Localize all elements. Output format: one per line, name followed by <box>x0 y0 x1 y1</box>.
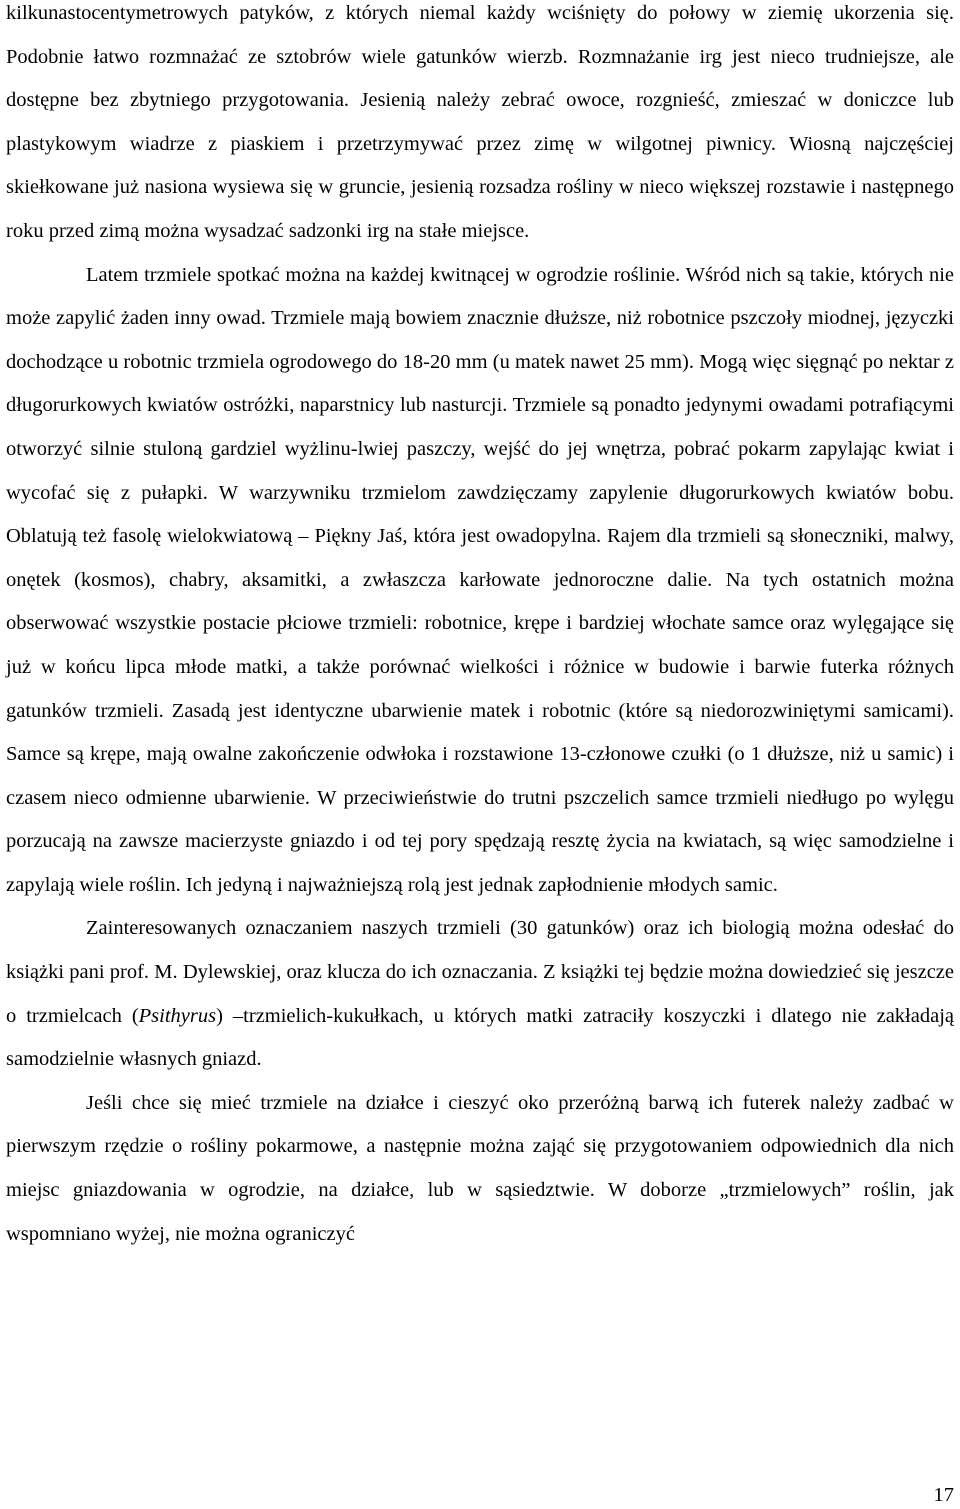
paragraph-3 <box>6 907 954 1081</box>
paragraph-3-text-before: Zainteresowanych oznaczaniem naszych trzmieli (30 gatunków) oraz ich biologią można odesłać do książki pani prof. M. Dylewskiej, oraz klucza do ich oznaczania. Z książki tej będzie można dowiedzieć się jeszcze o trzmielcach ( <box>6 917 954 1027</box>
paragraph-3-text-after: ) –trzmielich-kukułkach, u których matki zatraciły koszyczki i dlatego nie zakładają samodzielnie własnych gniazd. <box>6 1004 954 1071</box>
paragraph-4: Jeśli chce się mieć trzmiele na działce i cieszyć oko przeróżną barwą ich futerek należy zadbać w pierwszym rzędzie o rośliny pokarmowe, a następnie można zająć się przygotowaniem odpowiednich dla nich miejsc gniazdowania w ogrodzie, na działce, lub w sąsiedztwie. W doborze „trzmielowych” roślin, jak wspomniano wyżej, nie można ograniczyć <box>6 1091 954 1245</box>
paragraph-1: kilkunastocentymetrowych patyków, z których niemal każdy wciśnięty do połowy w ziemię ukorzenia się. Podobnie łatwo rozmnażać ze sztobrów wiele gatunków wierzb. Rozmnażanie irg jest nieco trudniejsze, ale dostępne bez zbytniego przygotowania. Jesienią należy zebrać owoce, rozgnieść, zmieszać w doniczce lub plastykowym wiadrze z piaskiem i przetrzymywać przez zimę w wilgotnej piwnicy. Wiosną najczęściej skiełkowane już nasiona wysiewa się w gruncie, jesienią rozsadza rośliny w nieco większej rozstawie i następnego roku przed zimą można wysadzać sadzonki irg na stałe miejsce. <box>6 2 954 242</box>
paragraph-2: Latem trzmiele spotkać można na każdej kwitnącej w ogrodzie roślinie. Wśród nich są takie, których nie może zapylić żaden inny owad. Trzmiele mają bowiem znacznie dłuższe, niż robotnice pszczoły miodnej, języczki dochodzące u robotnic trzmiela ogrodowego do 18-20 mm (u matek nawet 25 mm). Mogą więc sięgnąć po nektar z długorurkowych kwiatów ostróżki, naparstnicy lub nasturcji. Trzmiele są ponadto jedynymi owadami potrafiącymi otworzyć silnie stuloną gardziel wyżlinu-lwiej paszczy, wejść do jej wnętrza, pobrać pokarm zapylając kwiat i wycofać się z pułapki. W warzywniku trzmielom zawdzięczamy zapylenie długorurkowych kwiatów bobu. Oblatują też fasolę wielokwiatową – Piękny Jaś, która jest owadopylna. Rajem dla trzmieli są słoneczniki, malwy, onętek (kosmos), chabry, aksamitki, a zwłaszcza karłowate jednoroczne dalie. Na tych ostatnich można obserwować wszystkie postacie płciowe trzmieli: robotnice, krępe i bardziej włochate samce oraz wylęgające się już w końcu lipca młode matki, a także porównać wielkości i różnice w budowie i barwie futerka różnych gatunków trzmieli. Zasadą jest identyczne ubarwienie matek i robotnic (które są niedorozwiniętymi samicami). Samce są krępe, mają owalne zakończenie odwłoka i rozstawione 13-członowe czułki (o 1 dłuższe, niż u samic) i czasem nieco odmienne ubarwienie. W przeciwieństwie do trutni pszczelich samce trzmieli niedługo po wylęgu porzucają na zawsze macierzyste gniazdo i od tej pory spędzają resztę życia na kwiatach, są więc samodzielne i zapylają wiele roślin. Ich jedyną i najważniejszą rolą jest jednak zapłodnienie młodych samic. <box>6 263 954 896</box>
document-page <box>6 0 954 1256</box>
paragraph-3-italic-term: Psithyrus <box>138 1004 217 1027</box>
page-number: 17 <box>933 1484 954 1506</box>
